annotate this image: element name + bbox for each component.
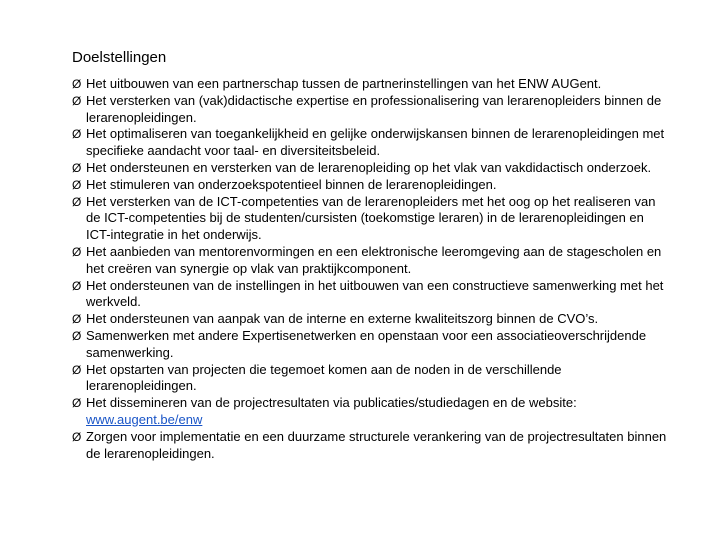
arrow-bullet-icon: Ø [72, 127, 82, 142]
list-item [72, 429, 672, 463]
list-item [72, 328, 672, 362]
list-item-text: Het dissemineren van de projectresultaten via publicaties/studiedagen en de website: [86, 395, 577, 411]
arrow-bullet-icon: Ø [72, 244, 82, 259]
arrow-bullet-icon: Ø [72, 278, 82, 293]
list-item-text: Het versterken van de ICT-competenties van de lerarenopleiders met het oog op het realiseren van de ICT-competenties bij de studenten/cursisten (toekomstige leraren) in de lerarenopleidingen en ICT-integratie in het onderwijs. [86, 193, 656, 243]
arrow-bullet-icon: Ø [72, 177, 82, 192]
list-item [72, 362, 672, 396]
arrow-bullet-icon: Ø [72, 362, 82, 377]
list-item [72, 126, 672, 160]
list-item-text: Het versterken van (vak)didactische expertise en professionalisering van lerarenopleiders binnen de lerarenopleidingen. [86, 92, 662, 125]
list-item-text: Het aanbieden van mentorenvormingen en een elektronische leeromgeving aan de stagescholen en het creëren van synergie op vlak van praktijkcomponent. [86, 243, 662, 276]
arrow-bullet-icon: Ø [72, 429, 82, 444]
list-item [72, 194, 672, 244]
arrow-bullet-icon: Ø [72, 194, 82, 209]
list-item-text: Het stimuleren van onderzoekspotentieel binnen de lerarenopleidingen. [86, 176, 497, 192]
list-item [72, 93, 672, 127]
list-item [72, 395, 672, 429]
list-item-text: Het opstarten van projecten die tegemoet komen aan de noden in de verschillende lerarenopleidingen. [86, 361, 562, 394]
list-item-text: Het uitbouwen van een partnerschap tussen de partnerinstellingen van het ENW AUGent. [86, 76, 602, 91]
list-item-text: Zorgen voor implementatie en een duurzame structurele verankering van de projectresultaten binnen de lerarenopleidingen. [86, 428, 667, 461]
page-title: Doelstellingen [72, 49, 167, 66]
list-item [72, 160, 672, 177]
arrow-bullet-icon: Ø [72, 328, 82, 343]
arrow-bullet-icon: Ø [72, 396, 82, 411]
arrow-bullet-icon: Ø [72, 160, 82, 175]
arrow-bullet-icon: Ø [72, 77, 82, 91]
list-item [72, 244, 672, 278]
arrow-bullet-icon: Ø [72, 93, 82, 108]
list-item [72, 278, 672, 312]
list-item [72, 76, 672, 93]
list-item [72, 311, 672, 328]
objectives-list [72, 76, 672, 462]
arrow-bullet-icon: Ø [72, 312, 82, 327]
list-item-text: Samenwerken met andere Expertisenetwerken en openstaan voor een associatieoverschrijdende samenwerking. [86, 327, 647, 360]
list-item-text: Het optimaliseren van toegankelijkheid en gelijke onderwijskansen binnen de lerarenopleidingen met specifieke aandacht voor taal- en diversiteitsbeleid. [86, 126, 665, 159]
website-link[interactable]: www.augent.be/enw [86, 411, 203, 427]
list-item-text: Het ondersteunen van aanpak van de interne en externe kwaliteitszorg binnen de CVO’s. [86, 311, 599, 327]
list-item [72, 177, 672, 194]
list-item-text: Het ondersteunen van de instellingen in het uitbouwen van een constructieve samenwerking met het werkveld. [86, 277, 664, 310]
list-item-text: Het ondersteunen en versterken van de lerarenopleiding op het vlak van vakdidactisch onderzoek. [86, 159, 652, 175]
